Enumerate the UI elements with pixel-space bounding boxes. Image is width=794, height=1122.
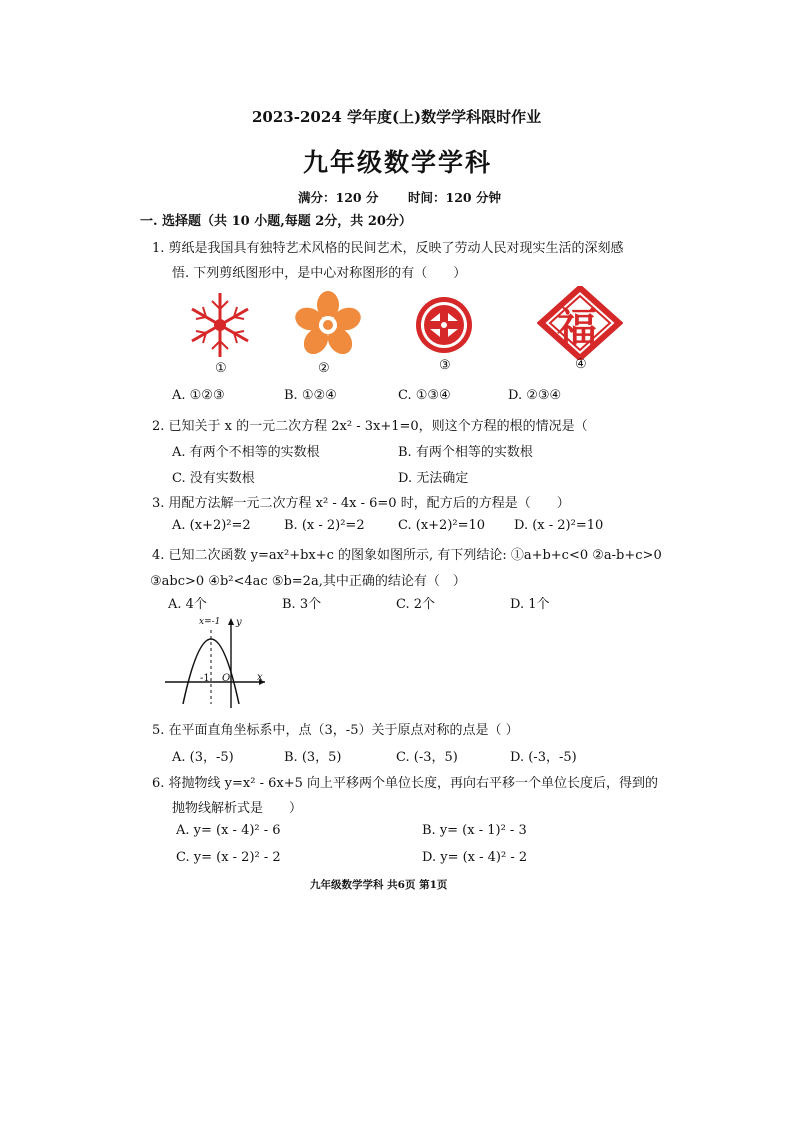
q1-option-d[interactable]: D. ②③④ — [508, 388, 562, 403]
subject-title: 九年级数学学科 — [303, 148, 493, 177]
tick-label-minus-one: -1 — [200, 673, 210, 684]
q4-option-c[interactable]: C. 2个 — [396, 597, 436, 612]
q3-option-b[interactable]: B. (x - 2)²=2 — [284, 518, 365, 533]
q4-option-b[interactable]: B. 3个 — [282, 597, 322, 612]
q2-option-d[interactable]: D. 无法确定 — [398, 471, 469, 486]
q5-option-a[interactable]: A. (3，-5) — [172, 750, 234, 765]
x-axis-label: x — [257, 672, 263, 683]
question-6-line1: 6. 将抛物线 y=x² - 6x+5 向上平移两个单位长度，再向右平移一个单位长度后，得到的 — [152, 776, 659, 791]
q4-option-a[interactable]: A. 4个 — [168, 597, 207, 612]
image-label-4: ④ — [575, 357, 587, 372]
image-label-3: ③ — [439, 358, 451, 373]
q6-option-a[interactable]: A. y= (x - 4)² - 6 — [176, 823, 281, 838]
q2-option-a[interactable]: A. 有两个不相等的实数根 — [172, 445, 320, 460]
q5-option-c[interactable]: C. (-3，5) — [396, 750, 458, 765]
snowflake-papercut-image — [185, 290, 255, 360]
q1-option-b[interactable]: B. ①②④ — [284, 388, 337, 403]
q3-option-c[interactable]: C. (x+2)²=10 — [398, 518, 486, 533]
y-axis-label: y — [236, 617, 242, 628]
section-heading: 一. 选择题（共 10 小题,每题 2分，共 20分） — [140, 214, 412, 229]
question-1-line2: 悟. 下列剪纸图形中，是中心对称图形的有（ ） — [172, 266, 467, 281]
q4-option-d[interactable]: D. 1个 — [510, 597, 550, 612]
exam-time: 时间：120 分钟 — [408, 190, 501, 205]
q2-option-b[interactable]: B. 有两个相等的实数根 — [398, 445, 533, 460]
q2-option-c[interactable]: C. 没有实数根 — [172, 471, 255, 486]
origin-label: O — [222, 673, 231, 684]
question-4-line1: 4. 已知二次函数 y=ax²+bx+c 的图象如图所示, 有下列结论: ①a+b+c<0 ②a-b+c>0 — [152, 548, 662, 563]
q1-option-c[interactable]: C. ①③④ — [398, 388, 451, 403]
q5-option-b[interactable]: B. (3，5) — [284, 750, 342, 765]
symmetry-axis-label: x=-1 — [199, 617, 221, 627]
round-papercut-image — [413, 294, 475, 356]
question-5-stem: 5. 在平面直角坐标系中，点（3，-5）关于原点对称的点是（ ） — [152, 723, 519, 738]
question-1-line1: 1. 剪纸是我国具有独特艺术风格的民间艺术，反映了劳动人民对现实生活的深刻感 — [152, 241, 624, 256]
flower-papercut-image — [293, 290, 363, 360]
full-score: 满分：120 分 — [298, 190, 379, 205]
q6-option-c[interactable]: C. y= (x - 2)² - 2 — [176, 850, 281, 865]
q4-parabola-graph — [165, 614, 270, 710]
q3-option-a[interactable]: A. (x+2)²=2 — [172, 518, 251, 533]
q6-option-d[interactable]: D. y= (x - 4)² - 2 — [422, 850, 528, 865]
q5-option-d[interactable]: D. (-3，-5) — [510, 750, 577, 765]
image-label-1: ① — [215, 361, 227, 376]
q3-option-d[interactable]: D. (x - 2)²=10 — [514, 518, 604, 533]
y-axis-arrow — [228, 618, 234, 625]
question-2-stem: 2. 已知关于 x 的一元二次方程 2x² - 3x+1=0，则这个方程的根的情况是（ — [152, 419, 588, 434]
question-3-stem: 3. 用配方法解一元二次方程 x² - 4x - 6=0 时，配方后的方程是（ ） — [152, 496, 570, 511]
image-label-2: ② — [318, 361, 330, 376]
question-6-line2: 抛物线解析式是 ） — [172, 801, 303, 816]
fu-character: 福 — [557, 304, 597, 351]
page-footer: 九年级数学学科 共6页 第1页 — [310, 879, 448, 891]
q6-option-b[interactable]: B. y= (x - 1)² - 3 — [422, 823, 527, 838]
question-4-line2: ③abc>0 ④b²<4ac ⑤b=2a,其中正确的结论有（ ） — [150, 574, 466, 589]
exam-header-title: 2023-2024 学年度(上)数学学科限时作业 — [252, 108, 542, 126]
q1-option-a[interactable]: A. ①②③ — [172, 388, 225, 403]
